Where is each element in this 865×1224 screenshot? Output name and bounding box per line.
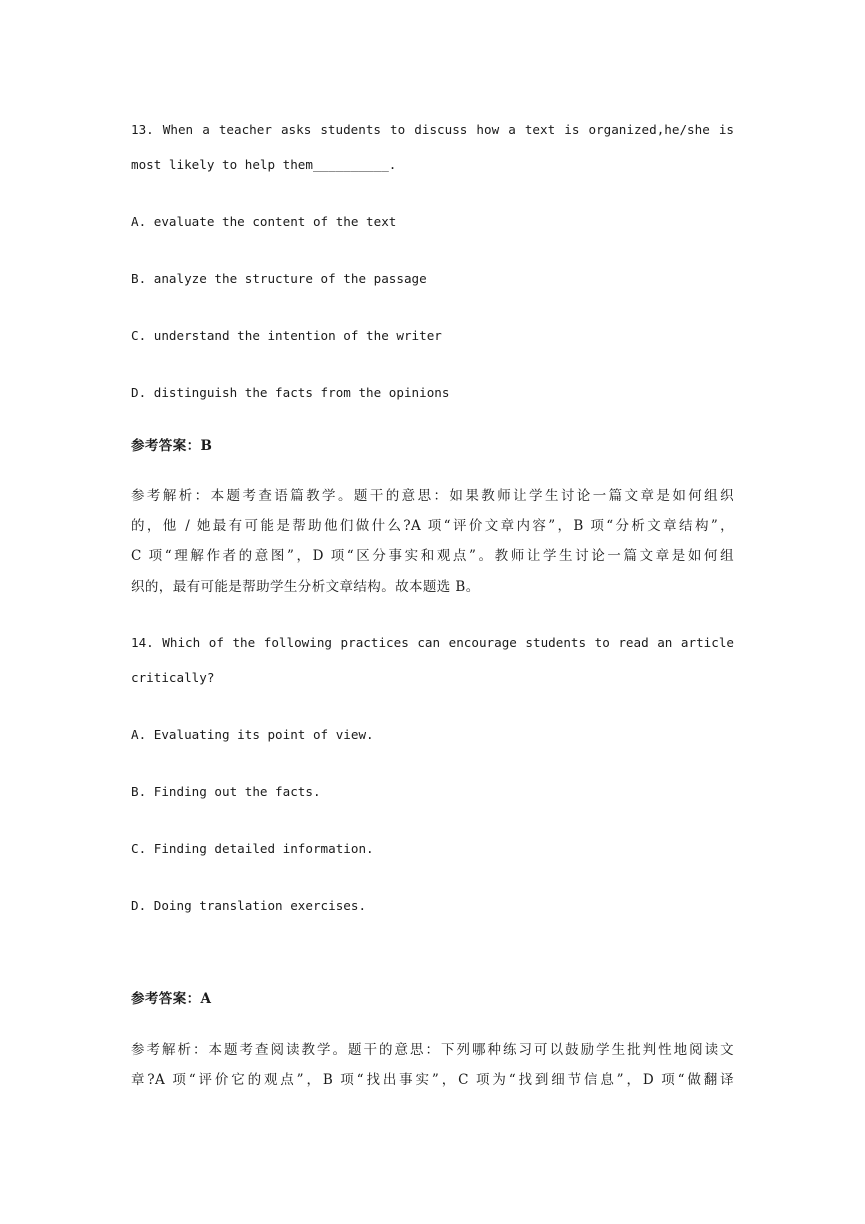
q14-option-a: A. Evaluating its point of view. <box>131 727 374 742</box>
q13-stem-line-1: 13. When a teacher asks students to discuss how a text is organized,he/she is <box>131 122 734 137</box>
q13-option-d: D. distinguish the facts from the opinions <box>131 385 450 400</box>
q14-stem-line-2: critically? <box>131 670 215 685</box>
q13-analysis-line-3: C 项“理解作者的意图”，D 项“区分事实和观点”。教师让学生讨论一篇文章是如何组 <box>131 548 734 564</box>
q14-analysis-line-1: 参考解析：本题考查阅读教学。题干的意思：下列哪种练习可以鼓励学生批判性地阅读文 <box>131 1042 734 1058</box>
q13-option-c: C. understand the intention of the writer <box>131 328 442 343</box>
q14-analysis-line-2: 章?A 项“评价它的观点”，B 项“找出事实”，C 项为“找到细节信息”，D 项“做翻译 <box>131 1072 734 1088</box>
q14-option-c: C. Finding detailed information. <box>131 841 374 856</box>
q13-option-a: A. evaluate the content of the text <box>131 214 397 229</box>
q13-analysis-line-2: 的，他 / 她最有可能是帮助他们做什么?A 项“评价文章内容”，B 项“分析文章结构”， <box>131 518 734 534</box>
q14-stem-line-1: 14. Which of the following practices can encourage students to read an article <box>131 635 734 650</box>
q13-analysis-line-1: 参考解析：本题考查语篇教学。题干的意思：如果教师让学生讨论一篇文章是如何组织 <box>131 488 734 504</box>
q13-answer: 参考答案：B <box>131 438 213 454</box>
q14-option-b: B. Finding out the facts. <box>131 784 321 799</box>
q14-option-d: D. Doing translation exercises. <box>131 898 367 913</box>
q13-stem-line-2: most likely to help them__________. <box>131 157 397 172</box>
q13-option-b: B. analyze the structure of the passage <box>131 271 427 286</box>
q13-analysis-line-4: 织的，最有可能是帮助学生分析文章结构。故本题选 B。 <box>131 579 480 595</box>
q14-answer: 参考答案：A <box>131 991 212 1007</box>
